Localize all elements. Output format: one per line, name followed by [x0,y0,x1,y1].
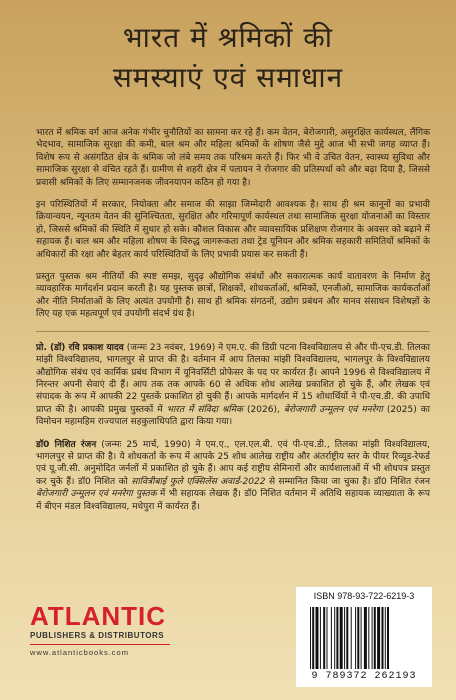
barcode-panel [296,587,432,687]
title-line-2: समस्याएं एवं समाधान [112,61,344,94]
author-2-bio [36,439,430,513]
author-1-bio [36,342,430,429]
author-2-name: डॉ0 निशित रंजन [36,439,97,450]
author-2-award: सावित्रीबाई फुले एक्सिलेंस अवार्ड-2022 [131,476,266,487]
author-2-book: बेरोजगारी उन्मूलन एवं मनरेगा पुस्तक [36,489,157,500]
ean-number: 9 789372 262193 [311,671,417,682]
author-1-bio-part-b: (2026), [243,404,284,415]
author-1-bio-part-c: (2025) का विमोचन महामहिम राज्यपाल सहकुलाधिपति द्वारा किया गया। [36,404,430,428]
blurb-paragraph-3: प्रस्तुत पुस्तक श्रम नीतियों की स्पष्ट समझ, सुदृढ़ औद्योगिक संबंधों और सकारात्मक कार्य वातावरण के निर्माण हेतु व्यावहारिक मार्गदर्शन प्रदान करती है। यह पुस्तक छात्रों, शिक्षकों, शोधकर्ताओं, श्रमिकों, एनजीओ, सामाजिक कार्यकर्ताओं और नीति निर्माताओं के लिए अत्यंत उपयोगी है। साथ ही श्रमिक संगठनों, उद्योग प्रबंधन और मानव संसाधन विशेषज्ञों के लिए यह एक महत्वपूर्ण एवं उपयोगी संदर्भ ग्रंथ है। [36,272,430,320]
author-2-bio-part-a: (जन्मः 25 मार्च, 1990) ने एम.ए., एल.एल.बी. एवं पी-एच.डी., तिलका मांझी विश्वविद्यालय, भागलपुर से प्राप्त की है। ये शोधकर्ता के रूप में आपके 25 शोध आलेख राष्ट्रीय और अंतर्राष्ट्रीय स्तर के पीयर रिव्यूड-रेफर्ड एवं यू.जी.सी. अनुमोदित जर्नलों में प्रकाशित हो चुके हैं। आप कई राष्ट्रीय सेमिनारों और कार्यशालाओं में भी शोधपत्र प्रस्तुत कर चुके हैं। डॉ0 निशित को [36,439,431,487]
blurb-paragraph-1: भारत में श्रमिक वर्ग आज अनेक गंभीर चुनौतियों का सामना कर रहे हैं। कम वेतन, बेरोजगारी, असुरक्षित कार्यस्थल, लैंगिक भेदभाव, सामाजिक सुरक्षा की कमी, बाल श्रम और महिला श्रमिकों के शोषण जैसे मुद्दे आज भी सभी जगह व्याप्त हैं। विशेष रूप से असंगठित क्षेत्र के श्रमिक जो लंबे समय तक परिश्रम करते हैं। फिर भी वे उचित वेतन, स्वास्थ्य सुविधा और सामाजिक सुरक्षा से वंचित रहते हैं। ग्रामीण से शहरी क्षेत्र में पलायन ने रोजगार की प्रतिस्पर्धा को और बढ़ा दिया है, जिससे प्रवासी श्रमिकों के लिए सम्मानजनक जीवनयापन कठिन हो गया है। [36,128,430,188]
publisher-tagline: PUBLISHERS & DISTRIBUTORS [30,631,165,640]
publisher-name: ATLANTIC [30,601,167,631]
author-1-book-1: भारत में संविदा श्रमिक [166,404,244,415]
publisher-url: www.atlanticbooks.com [30,648,129,657]
barcode-icon [308,607,420,669]
publisher-logo [30,602,170,659]
author-2-bio-part-c: में भी सहायक लेखक हैं। डॉ0 निशित वर्तमान में अतिथि सहायक व्याख्याता के रूप में बीएन मंडल विश्वविद्यालय, मधेपुरा में कार्यरत हैं। [36,489,430,512]
author-1-book-2: बेरोजगारी उन्मूलन एवं मनरेगा [283,404,383,415]
blurb-paragraph-2: इन परिस्थितियों में सरकार, नियोक्ता और समाज की साझा जिम्मेदारी आवश्यक है। साथ ही श्रम कानूनों का प्रभावी क्रियान्वयन, न्यूनतम वेतन की सुनिश्चितता, सुरक्षित और गरिमापूर्ण कार्यस्थल तथा सामाजिक सुरक्षा योजनाओं का विस्तार हो, जिससे श्रमिकों की स्थिति में सुधार हो सके। कौशल विकास और व्यावसायिक प्रशिक्षण रोजगार के अवसर को बढ़ाने में सहायक हैं। बाल श्रम और महिला शोषण के विरुद्ध जागरूकता तथा ट्रेड यूनियन और श्रमिक सहकारी समितियों श्रमिकों के अधिकारों की रक्षा और बेहतर कार्य परिस्थितियों के लिए प्रभावी प्रयास कर सकती हैं। [36,200,430,260]
blurb [36,127,430,523]
section-divider [36,331,430,332]
author-1-bio-part-a: (जन्मः 23 नवंबर, 1969) ने एम.ए. की डिग्री पटना विश्वविद्यालय से और पी-एच.डी. तिलका मांझी विश्वविद्यालय, भागलपुर से प्राप्त की है। वर्तमान में आप तिलका मांझी विश्वविद्यालय, भागलपुर के विश्वविद्यालय औद्योगिक संबंध एवं कार्मिक प्रबंध विभाग में यूनिवर्सिटी प्रोफेसर के पद पर कार्यरत हैं। आपने 1996 से विश्वविद्यालय में निरन्तर अपनी सेवाएं दी हैं। आप तक तक आपके 60 से अधिक शोध आलेख प्रकाशित हो चुके हैं, और लेखक एवं संपादक के रूप में आपकी 22 पुस्तकें प्रकाशित हो चुकी हैं। आपके मार्गदर्शन में 15 शोधार्थियों ने पी-एच.डी. की उपाधि प्राप्त की है। आपकी प्रमुख पुस्तकों में [36,342,430,415]
publisher-rule [30,644,170,645]
title-line-1: भारत में श्रमिकों की [122,21,334,54]
author-1-name: प्रो. (डॉ) रवि प्रकाश यादव [36,342,124,353]
isbn-label: ISBN 978-93-722-6219-3 [313,591,415,601]
author-2-bio-part-b: से सम्मानित किया जा चुका है। डॉ0 निशित रंजन [265,476,430,487]
book-title [0,18,456,98]
